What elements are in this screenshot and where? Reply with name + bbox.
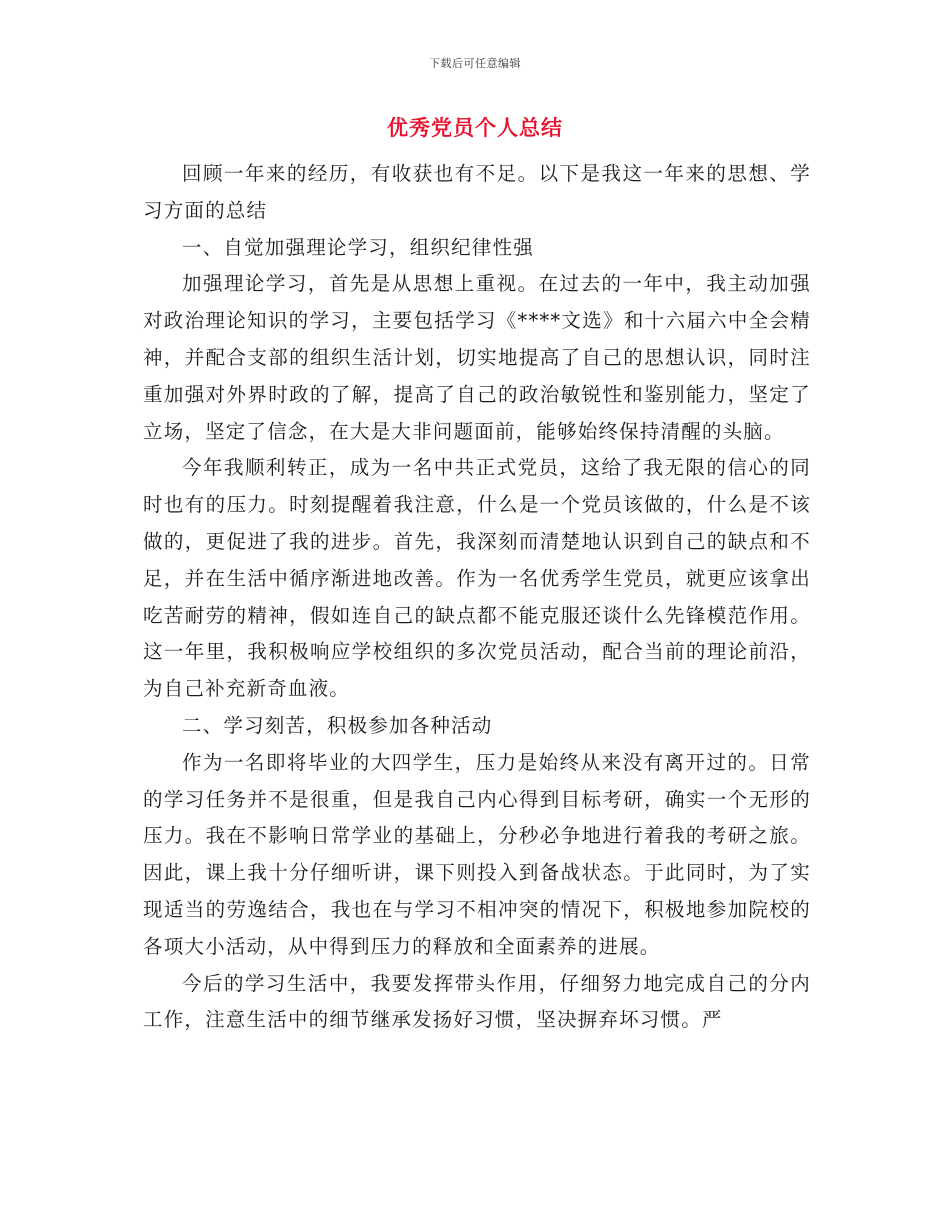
section-heading-1: 一、自觉加强理论学习，组织纪律性强 (182, 235, 534, 259)
section-heading-2: 二、学习刻苦，积极参加各种活动 (182, 713, 493, 737)
paragraph-future-plans: 今后的学习生活中，我要发挥带头作用，仔细努力地完成自己的分内工作，注意生活中的细节继承发扬好习惯，坚决摒弃坏习惯。严 (143, 971, 811, 1032)
paragraph-intro: 回顾一年来的经历，有收获也有不足。以下是我这一年来的思想、学习方面的总结 (143, 162, 811, 222)
paragraph-party-member: 今年我顺利转正，成为一名中共正式党员，这给了我无限的信心的同时也有的压力。时刻提醒着我注意，什么是一个党员该做的，什么是不该做的，更促进了我的进步。首先，我深刻而清楚地认识到自己的缺点和不足，并在生活中循序渐进地改善。作为一名优秀学生党员，就更应该拿出吃苦耐劳的精神，假如连自己的缺点都不能克服还谈什么先锋模范作用。这一年里，我积极响应学校组织的多次党员活动，配合当前的理论前沿，为自己补充新奇血液。 (143, 456, 811, 701)
paragraph-theory-study: 加强理论学习，首先是从思想上重视。在过去的一年中，我主动加强对政治理论知识的学习，主要包括学习《****文选》和十六届六中全会精神，并配合支部的组织生活计划，切实地提高了自己的思想认识，同时注重加强对外界时政的了解，提高了自己的政治敏锐性和鉴别能力，坚定了立场，坚定了信念，在大是大非问题面前，能够始终保持清醒的头脑。 (143, 272, 811, 443)
paragraph-study-activities: 作为一名即将毕业的大四学生，压力是始终从来没有离开过的。日常的学习任务并不是很重，但是我自己内心得到目标考研，确实一个无形的压力。我在不影响日常学业的基础上，分秒必争地进行着我的考研之旅。因此，课上我十分仔细听讲，课下则投入到备战状态。于此同时，为了实现适当的劳逸结合，我也在与学习不相冲突的情况下，积极地参加院校的各项大小活动，从中得到压力的释放和全面素养的进展。 (143, 750, 811, 958)
document-body (143, 156, 811, 1039)
header-note: 下载后可任意编辑 (429, 57, 521, 70)
document-title: 优秀党员个人总结 (387, 116, 563, 140)
